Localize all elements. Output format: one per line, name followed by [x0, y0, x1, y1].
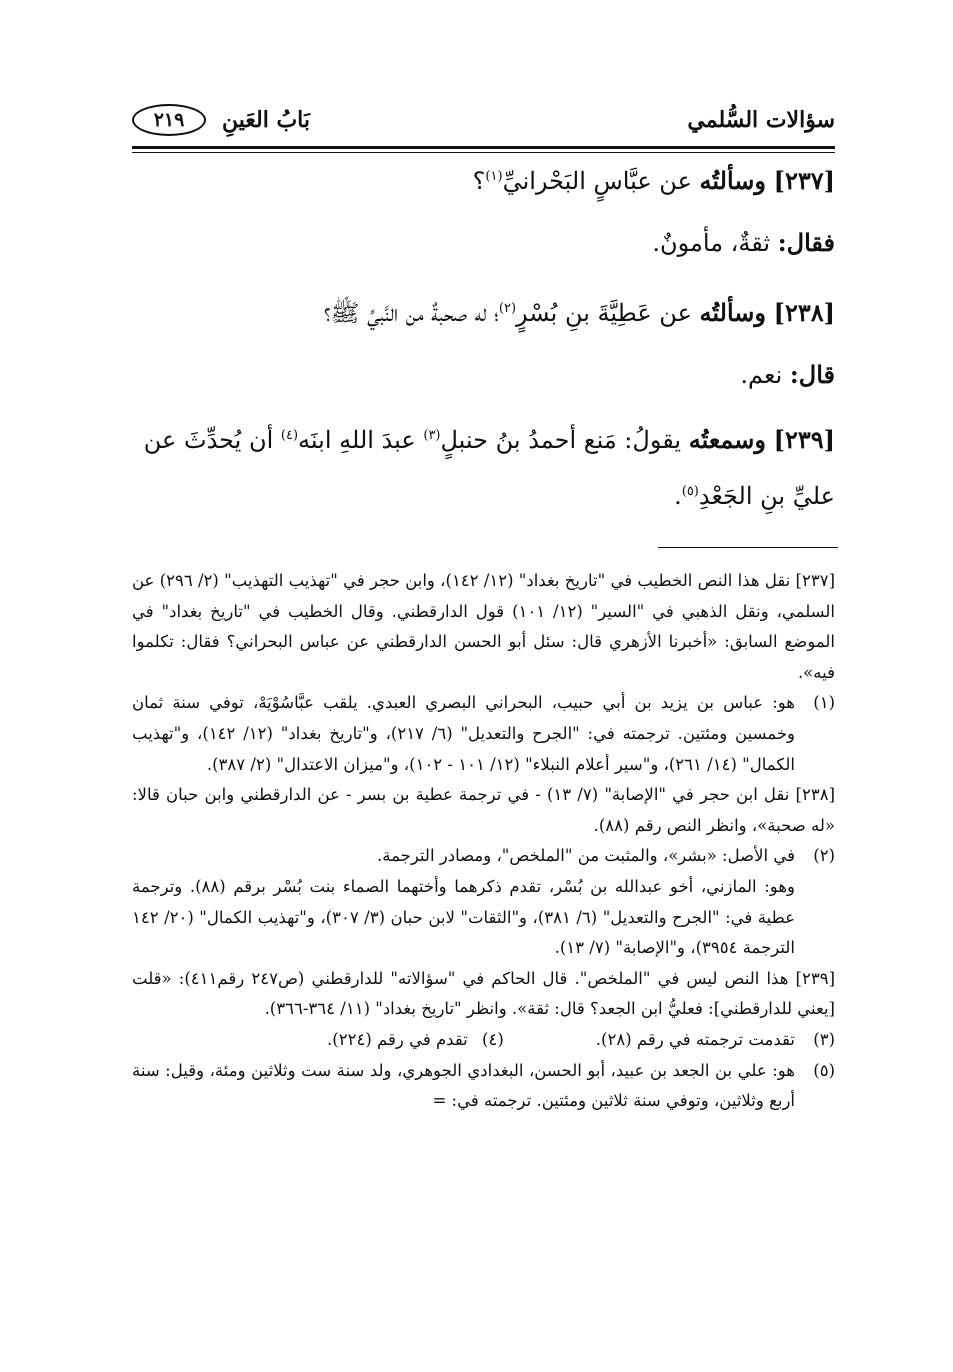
statement-end: .: [674, 482, 682, 510]
statement-part-2: عبدَ اللهِ ابنَه: [298, 426, 416, 454]
footnote-237: [132, 566, 835, 688]
page-number: ٢١٩: [132, 104, 206, 136]
header-left-group: [132, 104, 310, 136]
footnote-1: [132, 688, 835, 780]
footnote-tag: [٢٣٧]: [795, 571, 836, 590]
footnote-text: هو: علي بن الجعد بن عبيد، أبو الحسن، البغدادي الجوهري، ولد سنة ست وثلاثين ومئة، وقيل: سنة أربع وثلاثين، وتوفي سنة ثلاثين ومئتين. ترجمته في: =: [132, 1060, 795, 1111]
footnote-5: [132, 1056, 835, 1117]
footnote-number: (١): [813, 693, 835, 713]
answer-lead: قال:: [789, 360, 835, 389]
footnote-text: هو: عباس بن يزيد بن أبي حبيب، البحراني البصري العبدي. يلقب عبَّاسُوْيَهْ، توفي سنة ثمان وخمسين ومئتين. ترجمته في: "الجرح والتعديل" (٦/ ٢١٧)، و"تاريخ بغداد" (١٢/ ١٤٢)، و"تهذيب الكمال" (١٤/ ٢٦١)، و"سير أعلام النبلاء" (١٢/ ١٠١ - ١٠٢)، و"ميزان الاعتدال" (٢/ ٣٨٧).: [132, 693, 796, 774]
footnote-ref[interactable]: (٥): [681, 484, 699, 499]
question-lead: وسألتُه: [699, 166, 766, 195]
footnote-number: (٣): [813, 1029, 835, 1049]
footnote-239: [132, 964, 835, 1025]
statement-part-1: يقولُ: مَنع أحمدُ بنُ حنبلٍ: [440, 426, 682, 454]
question-end: ؛ له صحبةٌ من النَّبيِّ ﷺ؟: [323, 299, 499, 327]
footnotes: [132, 566, 835, 1117]
footnote-tag: [٢٣٨]: [795, 785, 835, 805]
footnote-text: هذا النص ليس في "الملخص". قال الحاكم في "سؤالاته" للدارقطني (ص٢٤٧ رقم٤١١): «قلت [يعني للدارقطني]: فعليُّ ابن الجعد؟ قال: ثقة». وانظر "تاريخ بغداد" (١١/ ٣٦٤-٣٦٦).: [132, 968, 835, 1019]
entry-number: [٢٣٩]: [773, 425, 835, 454]
footnote-separator: [658, 547, 838, 548]
question-text: عن عَطِيَّةَ بنِ بُسْرٍ: [516, 299, 692, 327]
statement-lead: وسمعتُه: [688, 425, 766, 454]
footnote-line-2: وهو: المازني، أخو عبدالله بن بُسْر، تقدم ذكرهما وأختهما الصماء بنت بُسْر برقم (٨٨). وترجمة عطية في: "الجرح والتعديل" (٦/ ٣٨١)، و"الثقات" لابن حبان (٣/ ٣٠٧)، و"تهذيب الكمال" (٢٠/ ١٤٢ الترجمة ٣٩٥٤)، و"الإصابة" (٧/ ١٣).: [132, 876, 795, 958]
entry-239: [132, 412, 835, 524]
footnote-text: نقل هذا النص الخطيب في "تاريخ بغداد" (١٢/ ١٤٢)، وابن حجر في "تهذيب التهذيب" (٢/ ٢٩٦) عن السلمي، ونقل الذهبي في "السير" (١٢/ ١٠١) قول الدارقطني. وقال الخطيب في "تاريخ بغداد" في الموضع السابق: «أخبرنا الأزهري قال: سئل أبو الحسن الدارقطني عن عباس البحراني؟ فقال: تكلموا فيه».: [132, 571, 836, 682]
footnote-number: (٤): [482, 1029, 504, 1049]
entry-238-answer: [132, 344, 835, 406]
footnote-ref[interactable]: (٢): [498, 301, 517, 316]
entry-237: [132, 150, 835, 274]
footnote-ref[interactable]: (١): [485, 169, 503, 184]
chapter-title: بَابُ العَينِ: [222, 107, 311, 133]
header-rule-thick: [132, 146, 835, 149]
entry-237-question: [132, 150, 835, 212]
statement-part-3: أن يُحدِّثَ عن عليِّ بنِ الجَعْدِ: [143, 426, 835, 510]
answer-lead: فقال:: [777, 228, 835, 257]
footnote-4-text: تقدم في رقم (٢٢٤).: [327, 1029, 468, 1049]
entry-237-answer: [132, 212, 835, 274]
footnote-number: (٥): [813, 1060, 835, 1080]
footnote-ref[interactable]: (٣): [423, 428, 441, 443]
entry-number: [٢٣٧]: [773, 166, 835, 195]
entry-238-question: [132, 282, 835, 344]
footnote-3-text: تقدمت ترجمته في رقم (٢٨).: [595, 1029, 795, 1049]
page-header: [132, 98, 835, 142]
question-end: ؟: [472, 167, 486, 195]
question-lead: وسألتُه: [699, 298, 766, 327]
footnote-2: [132, 841, 835, 963]
answer-text: نعم.: [740, 361, 783, 389]
footnote-238: [132, 780, 835, 841]
footnotes-3-4-row: [132, 1025, 835, 1056]
footnote-tag: [٢٣٩]: [795, 968, 835, 988]
footnote-line-1: في الأصل: «بشر»، والمثبت من "الملخص"، ومصادر الترجمة.: [377, 846, 795, 866]
answer-text: ثقةٌ، مأمونٌ.: [652, 229, 771, 257]
entry-number: [٢٣٨]: [773, 298, 835, 327]
footnote-text: نقل ابن حجر في "الإصابة" (٧/ ١٣) - في ترجمة عطية بن بسر - عن الدارقطني وابن حبان قالا: «له صحبة»، وانظر النص رقم (٨٨).: [132, 785, 835, 835]
footnote-number: (٢): [813, 846, 835, 866]
book-title: سؤالات السُّلمي: [687, 107, 835, 133]
question-text: عن عبَّاسٍ البَحْرانيِّ: [502, 167, 692, 195]
footnote-ref[interactable]: (٤): [280, 428, 299, 443]
entry-238: [132, 282, 835, 406]
